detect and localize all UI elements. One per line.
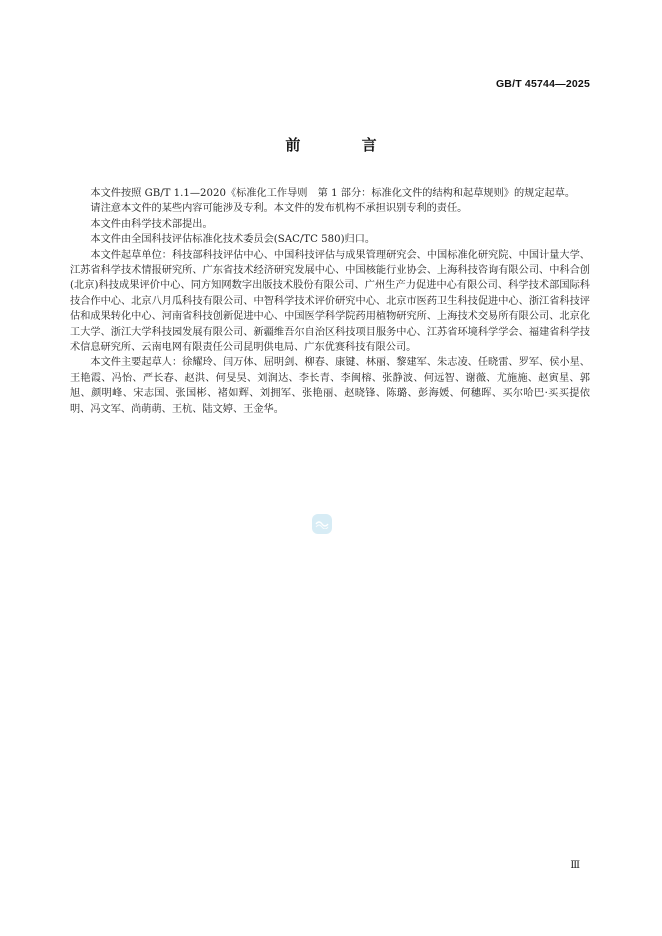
- paragraph-drafting-rules: 本文件按照 GB/T 1.1—2020《标准化工作导则 第 1 部分：标准化文件的结构和起草规则》的规定起草。: [90, 188, 576, 199]
- paragraph-proposer: 本文件由科学技术部提出。: [90, 218, 213, 230]
- page-title: 前 言: [285, 136, 405, 154]
- paragraph-committee: 本文件由全国科技评估标准化技术委员会(SAC/TC 580)归口。: [90, 234, 376, 246]
- sac-logo-watermark-icon: [312, 514, 332, 534]
- foreword-body: [70, 186, 590, 417]
- paragraph-drafting-units: 本文件起草单位：科技部科技评估中心、中国科技评估与成果管理研究会、中国标准化研究院、中国计量大学、江苏省科学技术情报研究所、广东省技术经济研究发展中心、中国核能行业协会、上海科技咨询有限公司、中科合创(北京)科技成果评价中心、同方知网数字出版技术股份有限公司、广州生产力促进中心有限公司、科学技术部国际科技合作中心、北京八月瓜科技有限公司、中智科学技术评价研究中心、北京市医药卫生科技促进中心、浙江省科技评估和成果转化中心、河南省科技创新促进中心、中国医学科学院药用植物研究所、上海技术交易所有限公司、北京化工大学、浙江大学科技园发展有限公司、新疆维吾尔自治区科技项目服务中心、江苏省环境科学学会、福建省科学技术信息研究所、云南电网有限责任公司昆明供电局、广东优赛科技有限公司。: [70, 249, 590, 354]
- paragraph-drafters: 本文件主要起草人：徐耀玲、闫万体、屈明剑、柳春、康键、林丽、黎建军、朱志凌、任晓雷、罗军、侯小星、王艳霞、冯怡、严长春、赵洪、何旻昊、刘润达、李长青、李闽榕、张静波、何远智、谢薇、尤施施、赵寅星、郭旭、颜明峰、宋志国、张国彬、褚如辉、刘拥军、张艳丽、赵晓锋、陈璐、彭海媛、何穗晖、买尔哈巴·买买提依明、冯文军、尚萌萌、王杭、陆文婷、王金华。: [70, 357, 590, 415]
- paragraph-patent-notice: 请注意本文件的某些内容可能涉及专利。本文件的发布机构不承担识别专利的责任。: [90, 203, 468, 215]
- page-number: Ⅲ: [570, 860, 580, 871]
- standard-code: GB/T 45744—2025: [495, 78, 590, 90]
